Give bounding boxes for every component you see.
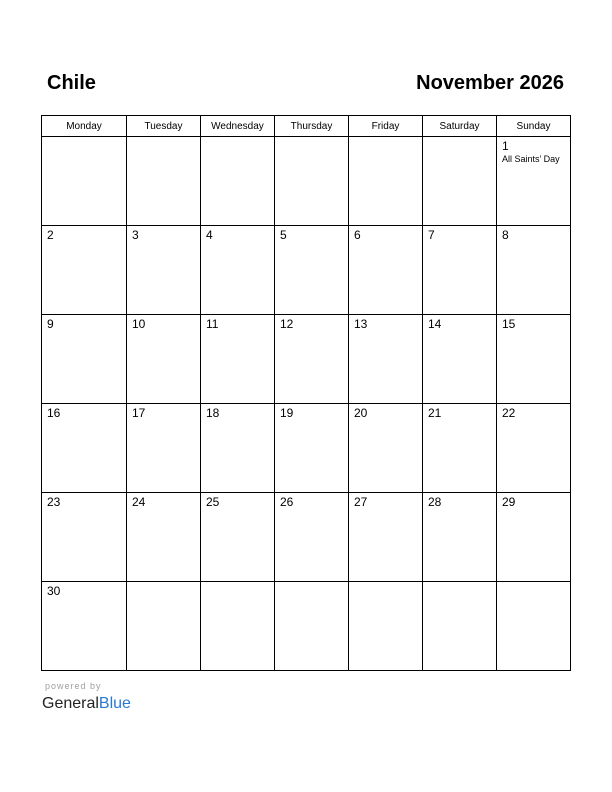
week-row	[42, 226, 571, 315]
day-number	[349, 137, 422, 140]
day-number: 7	[428, 228, 435, 242]
day-cell	[42, 226, 127, 315]
day-number: 26	[280, 495, 294, 509]
day-cell	[349, 582, 423, 671]
weekday-header-tuesday: Tuesday	[127, 116, 201, 137]
day-cell	[349, 315, 423, 404]
day-number: 30	[47, 584, 61, 598]
day-cell	[497, 315, 571, 404]
day-number: 28	[428, 495, 442, 509]
month-year-title: November 2026	[416, 72, 564, 94]
day-number: 8	[502, 228, 509, 242]
weekday-header-monday: Monday	[42, 116, 127, 137]
day-number: 19	[280, 406, 294, 420]
calendar-grid	[41, 115, 571, 671]
day-cell	[275, 315, 349, 404]
day-number: 17	[132, 406, 146, 420]
day-cell	[423, 137, 497, 226]
day-number: 10	[132, 317, 146, 331]
day-number: 4	[206, 228, 213, 242]
weekday-header-sunday: Sunday	[497, 116, 571, 137]
day-cell	[423, 493, 497, 582]
day-cell	[201, 404, 275, 493]
day-cell	[127, 404, 201, 493]
day-number: 25	[206, 495, 220, 509]
weekday-header-row	[42, 116, 571, 137]
day-number	[497, 582, 570, 585]
day-cell	[497, 226, 571, 315]
day-cell	[349, 137, 423, 226]
brand-logo[interactable]	[42, 695, 131, 713]
day-cell	[423, 582, 497, 671]
day-cell	[275, 226, 349, 315]
day-cell	[201, 137, 275, 226]
day-number	[423, 137, 496, 140]
brand-blue-text: Blue	[98, 695, 131, 712]
day-number	[349, 582, 422, 585]
day-number	[275, 137, 348, 140]
weekday-header-thursday: Thursday	[275, 116, 349, 137]
day-cell	[275, 404, 349, 493]
day-number	[42, 137, 126, 140]
day-number: 29	[502, 495, 516, 509]
day-number	[423, 582, 496, 585]
day-cell	[497, 493, 571, 582]
day-number: 18	[206, 406, 220, 420]
day-number	[201, 582, 274, 585]
day-cell	[275, 493, 349, 582]
day-cell	[423, 226, 497, 315]
weekday-header-wednesday: Wednesday	[201, 116, 275, 137]
day-number	[127, 137, 200, 140]
day-number: 20	[354, 406, 368, 420]
day-cell	[127, 315, 201, 404]
week-row	[42, 582, 571, 671]
day-cell	[127, 582, 201, 671]
day-cell	[497, 137, 571, 226]
day-cell	[42, 404, 127, 493]
day-cell	[423, 404, 497, 493]
day-number: 22	[502, 406, 516, 420]
day-number	[201, 137, 274, 140]
day-cell	[497, 582, 571, 671]
day-number: 12	[280, 317, 294, 331]
holiday-label: All Saints’ Day	[502, 154, 560, 164]
day-number	[127, 582, 200, 585]
powered-by-text: powered by	[45, 681, 102, 691]
week-row	[42, 493, 571, 582]
day-number: 15	[502, 317, 516, 331]
day-number: 6	[354, 228, 361, 242]
brand-general-text: General	[42, 695, 99, 712]
country-title: Chile	[47, 72, 96, 94]
day-cell	[275, 582, 349, 671]
day-cell	[349, 404, 423, 493]
day-cell	[423, 315, 497, 404]
week-row	[42, 315, 571, 404]
day-number: 3	[132, 228, 139, 242]
day-cell	[42, 315, 127, 404]
day-number: 11	[206, 317, 219, 331]
day-cell	[201, 315, 275, 404]
day-cell	[127, 226, 201, 315]
day-number: 14	[428, 317, 442, 331]
weekday-header-saturday: Saturday	[423, 116, 497, 137]
week-row	[42, 404, 571, 493]
day-cell	[349, 493, 423, 582]
day-number: 16	[47, 406, 61, 420]
day-number	[275, 582, 348, 585]
day-cell	[201, 582, 275, 671]
day-number: 9	[47, 317, 54, 331]
day-number: 1	[502, 139, 509, 153]
day-cell	[201, 493, 275, 582]
day-number: 23	[47, 495, 61, 509]
day-cell	[42, 137, 127, 226]
day-cell	[127, 137, 201, 226]
day-cell	[497, 404, 571, 493]
day-number: 21	[428, 406, 442, 420]
day-number: 5	[280, 228, 287, 242]
day-number: 24	[132, 495, 146, 509]
day-cell	[127, 493, 201, 582]
day-number: 13	[354, 317, 368, 331]
day-cell	[201, 226, 275, 315]
day-cell	[42, 582, 127, 671]
week-row	[42, 137, 571, 226]
day-number: 2	[47, 228, 54, 242]
day-cell	[275, 137, 349, 226]
footer-branding	[42, 681, 131, 713]
day-number: 27	[354, 495, 368, 509]
weekday-header-friday: Friday	[349, 116, 423, 137]
day-cell	[349, 226, 423, 315]
day-cell	[42, 493, 127, 582]
